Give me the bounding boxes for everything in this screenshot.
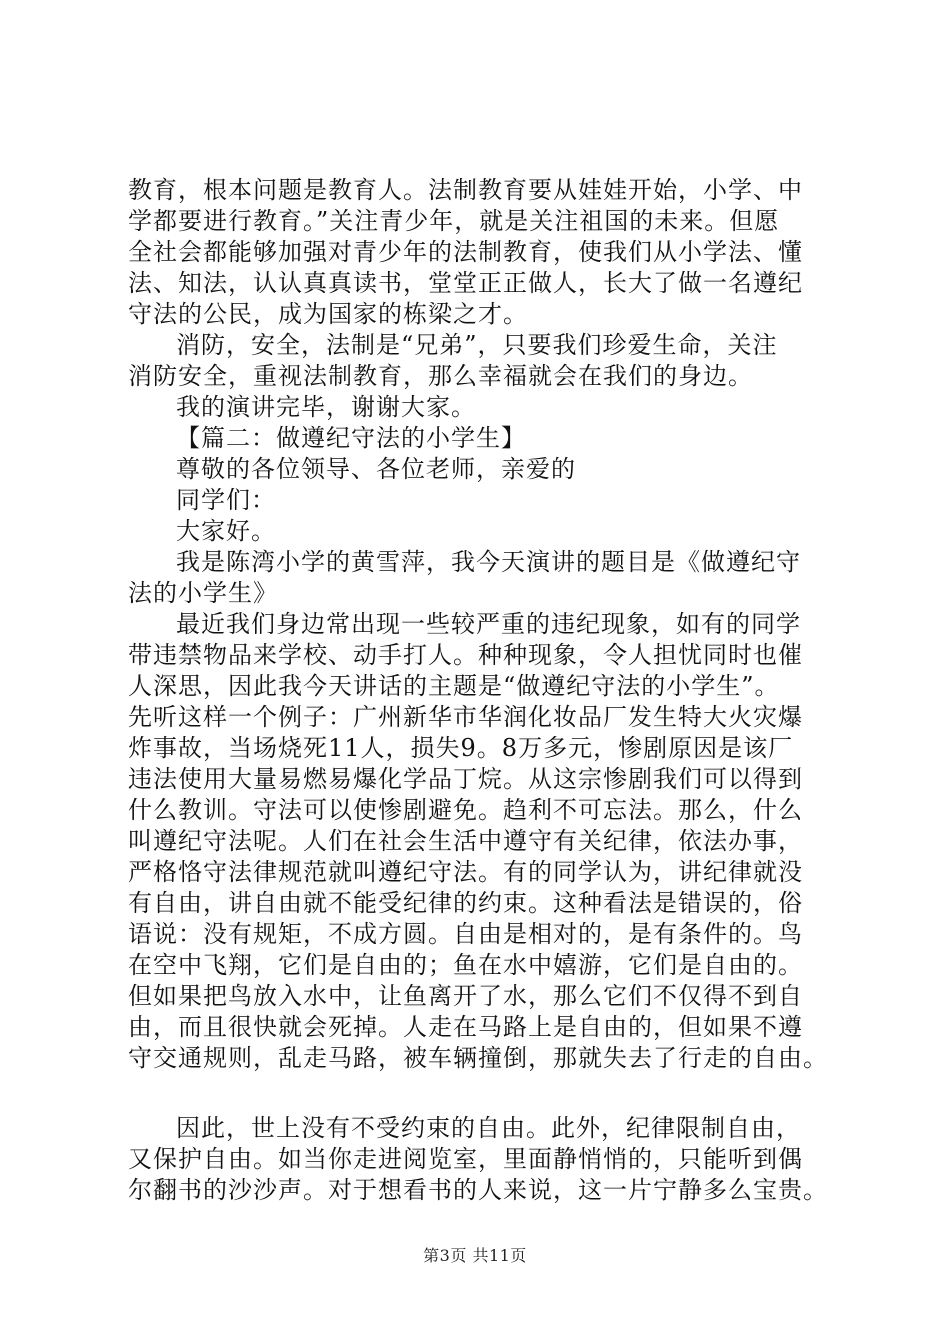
- text-line: 法、知法，认认真真读书，堂堂正正做人，长大了做一名遵纪: [128, 269, 803, 297]
- text-line: 守交通规则，乱走马路，被车辆撞倒，那就失去了行走的自由。: [128, 1044, 828, 1072]
- text-line: 严格恪守法律规范就叫遵纪守法。有的同学认为，讲纪律就没: [128, 858, 803, 886]
- page-footer: 第3页 共11页: [423, 1246, 527, 1265]
- text-line: 尊敬的各位领导、各位老师，亲爱的: [176, 455, 576, 483]
- text-line: 又保护自由。如当你走进阅览室，里面静悄悄的，只能听到偶: [128, 1145, 803, 1173]
- text-line: 尔翻书的沙沙声。对于想看书的人来说，这一片宁静多么宝贵。: [128, 1176, 828, 1204]
- text-line: 什么教训。守法可以使惨剧避免。趋利不可忘法。那么，什么: [128, 796, 803, 824]
- text-line: 人深思，因此我今天讲话的主题是“做遵纪守法的小学生”。: [128, 672, 780, 700]
- text-line: 最近我们身边常出现一些较严重的违纪现象，如有的同学: [176, 610, 801, 638]
- text-line: 带违禁物品来学校、动手打人。种种现象，令人担忧同时也催: [128, 641, 803, 669]
- text-line: 学都要进行教育。”关注青少年，就是关注祖国的未来。但愿: [128, 207, 780, 235]
- text-line: 炸事故，当场烧死11人，损失9。8万多元，惨剧原因是该厂: [128, 734, 794, 762]
- text-line: 先听这样一个例子：广州新华市华润化妆品厂发生特大火灾爆: [128, 703, 803, 731]
- text-line: 但如果把鸟放入水中，让鱼离开了水，那么它们不仅得不到自: [128, 982, 803, 1010]
- text-line: 因此，世上没有不受约束的自由。此外，纪律限制自由，: [176, 1114, 801, 1142]
- text-line: 违法使用大量易燃易爆化学品丁烷。从这宗惨剧我们可以得到: [128, 765, 803, 793]
- text-line: 由，而且很快就会死掉。人走在马路上是自由的，但如果不遵: [128, 1013, 803, 1041]
- text-line: 消防安全，重视法制教育，那么幸福就会在我们的身边。: [128, 362, 753, 390]
- text-line: 叫遵纪守法呢。人们在社会生活中遵守有关纪律，依法办事，: [128, 827, 803, 855]
- text-line: 【篇二：做遵纪守法的小学生】: [176, 424, 526, 452]
- text-line: 在空中飞翔，它们是自由的；鱼在水中嬉游，它们是自由的。: [128, 951, 803, 979]
- text-line: 大家好。: [176, 517, 276, 545]
- text-line: 有自由，讲自由就不能受纪律的约束。这种看法是错误的，俗: [128, 889, 803, 917]
- text-line: 守法的公民，成为国家的栋梁之才。: [128, 300, 528, 328]
- paragraph-spacer: [128, 1074, 850, 1113]
- text-line: 语说：没有规矩，不成方圆。自由是相对的，是有条件的。鸟: [128, 920, 803, 948]
- text-line: 全社会都能够加强对青少年的法制教育，使我们从小学法、懂: [128, 238, 803, 266]
- text-line: 我是陈湾小学的黄雪萍，我今天演讲的题目是《做遵纪守: [176, 548, 801, 576]
- text-line: 法的小学生》: [128, 579, 278, 607]
- document-body: [128, 175, 850, 1206]
- text-line: 我的演讲完毕，谢谢大家。: [176, 393, 476, 421]
- text-line: 同学们：: [176, 486, 276, 514]
- text-line: 教育，根本问题是教育人。法制教育要从娃娃开始，小学、中: [128, 176, 803, 204]
- text-line: 消防，安全，法制是“兄弟”，只要我们珍爱生命，关注: [176, 331, 778, 359]
